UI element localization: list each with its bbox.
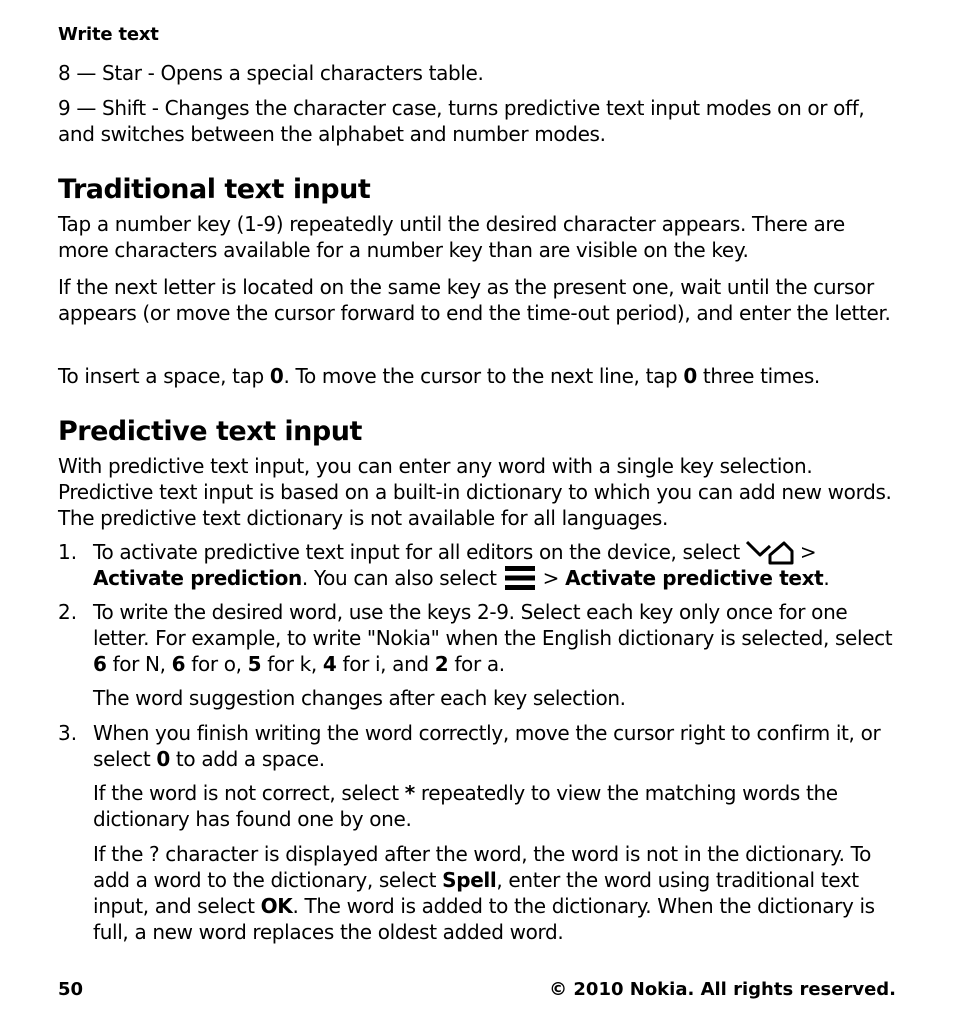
page-number: 50 (58, 979, 84, 1000)
step-1-text: To activate predictive text input for all editors on the device, select > Activate prediction. You can also select > Activate predictive text. (93, 540, 830, 590)
step-2-text: To write the desired word, use the keys 2-9. Select each key only once for one letter. For example, to write "Nokia" when the English dictionary is selected, select 6 for N, 6 for o, 5 for k, 4 for i, and 2 for a. (93, 600, 893, 676)
edit-options-icon (746, 539, 794, 565)
heading-traditional: Traditional text input (58, 174, 371, 205)
step-1 (58, 539, 896, 591)
step-number: 3. (58, 721, 78, 745)
predictive-paragraph-1: With predictive text input, you can enter any word with a single key selection. Predictive text input is based on a built-in dictionary to which you can add new words. The predictive text dictionary is not available for all languages. (58, 454, 892, 530)
heading-predictive: Predictive text input (58, 416, 362, 447)
step-3-text: When you finish writing the word correctly, move the cursor right to confirm it, or select 0 to add a space. (93, 721, 881, 771)
intro-item-8: 8 — Star - Opens a special characters table. (58, 61, 484, 85)
step-number: 1. (58, 540, 78, 564)
step-number: 2. (58, 600, 78, 624)
copyright: © 2010 Nokia. All rights reserved. (549, 979, 896, 1000)
footer (58, 979, 896, 1000)
step-2 (58, 599, 896, 677)
traditional-paragraph-2: If the next letter is located on the same key as the present one, wait until the cursor appears (or move the cursor forward to end the time-out period), and enter the letter. (58, 275, 891, 325)
traditional-paragraph-3: To insert a space, tap 0. To move the cursor to the next line, tap 0 three times. (58, 364, 820, 388)
traditional-paragraph-1: Tap a number key (1-9) repeatedly until the desired character appears. There are more characters available for a number key than are visible on the key. (58, 212, 845, 262)
intro-item-9: 9 — Shift - Changes the character case, turns predictive text input modes on or off, and switches between the alphabet and number modes. (58, 96, 865, 146)
step-3-paragraph-3: If the ? character is displayed after the word, the word is not in the dictionary. To add a word to the dictionary, select Spell, enter the word using traditional text input, and select OK. The word is added to the dictionary. When the dictionary is full, a new word replaces the oldest added word. (93, 842, 875, 944)
menu-icon (503, 565, 537, 591)
step-3 (58, 720, 896, 772)
step-2-note: The word suggestion changes after each key selection. (93, 686, 626, 710)
running-head: Write text (58, 24, 159, 45)
step-3-paragraph-2: If the word is not correct, select * repeatedly to view the matching words the dictionary has found one by one. (93, 781, 838, 831)
